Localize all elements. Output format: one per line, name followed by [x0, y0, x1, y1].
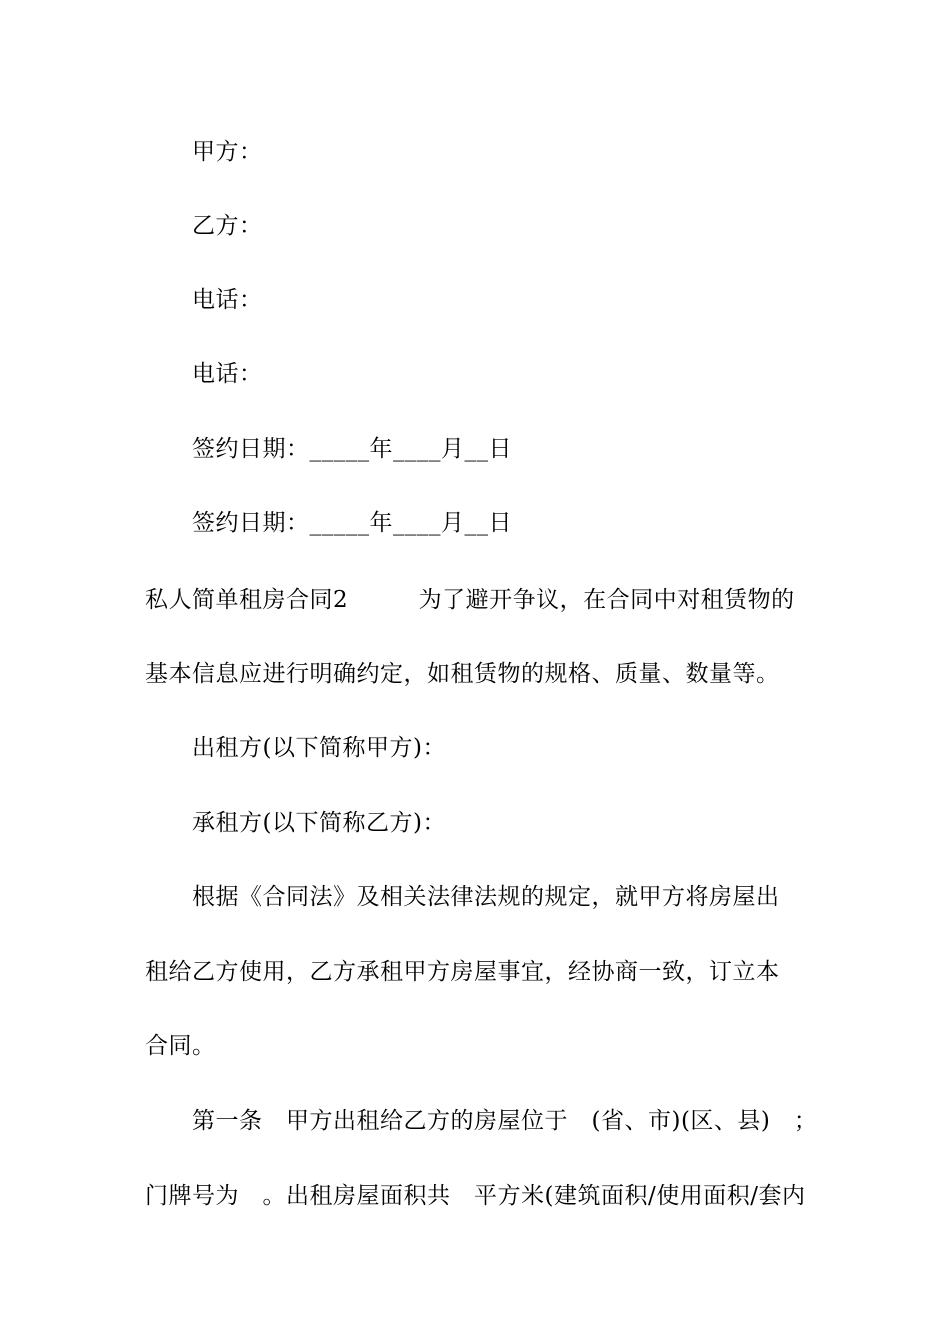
- paragraph-line: 合同。: [145, 1033, 216, 1059]
- article-one-line: 第一条 甲方出租给乙方的房屋位于 (省、市)(区、县) ；: [192, 1108, 818, 1134]
- phone-line-2: 电话：: [192, 361, 263, 387]
- paragraph-line: 基本信息应进行明确约定，如租赁物的规格、质量、数量等。: [145, 661, 780, 687]
- sign-date-line-2: 签约日期：_____年____月__日: [192, 510, 512, 536]
- paragraph-line: 租给乙方使用，乙方承租甲方房屋事宜，经协商一致，订立本: [145, 959, 780, 985]
- paragraph-line: 根据《合同法》及相关法律法规的规定，就甲方将房屋出: [192, 884, 780, 910]
- phone-line-1: 电话：: [192, 287, 263, 313]
- party-b-line: 乙方：: [192, 213, 263, 239]
- lessee-line: 承租方(以下简称乙方)：: [192, 810, 446, 836]
- sign-date-line-1: 签约日期：_____年____月__日: [192, 436, 512, 462]
- lessor-line: 出租方(以下简称甲方)：: [192, 735, 446, 761]
- contract-title-line: 私人简单租房合同2 为了避开争议，在合同中对租赁物的: [145, 587, 795, 613]
- paragraph-line: 门牌号为 。出租房屋面积共 平方米(建筑面积/使用面积/套内: [145, 1183, 806, 1209]
- party-a-line: 甲方：: [192, 139, 263, 165]
